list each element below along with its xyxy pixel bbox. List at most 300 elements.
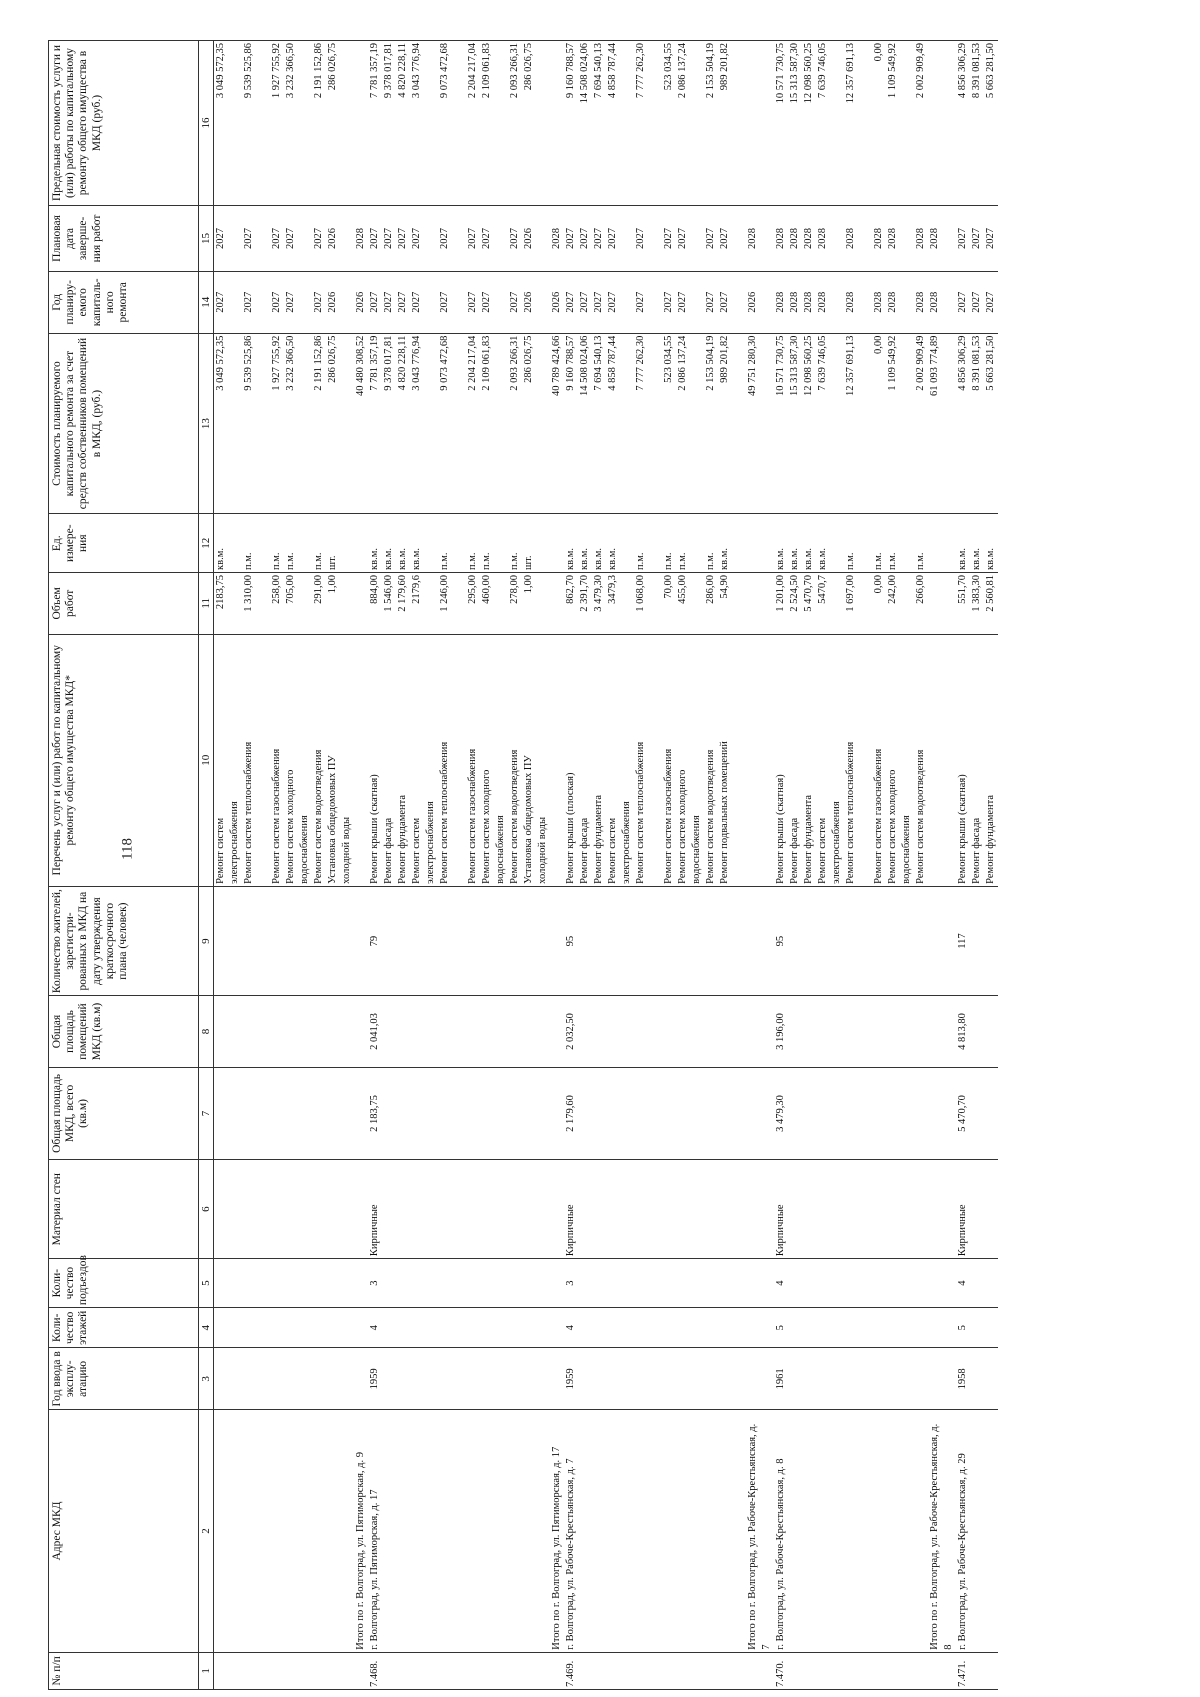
table-cell [522,1655,536,1687]
table-cell [606,1162,620,1256]
table-cell [928,1162,942,1256]
table-cell: Установка общедомовых ПУ [327,755,338,884]
table-cell [662,1162,676,1256]
table-cell: 2 391,70 [579,574,590,612]
table-cell [452,208,466,269]
table-cell [354,637,368,884]
table-cell: 8 391 081,53 [971,335,982,391]
table-cell [858,516,872,570]
table-cell: 2027 [383,227,394,249]
table-cell [788,1070,802,1158]
table-cell [438,998,452,1064]
table-cell [494,575,508,632]
table-cell [256,998,270,1064]
table-cell [410,1261,424,1305]
table-cell: 286,00 [705,574,716,604]
table-cell [228,1412,242,1650]
table-cell: 2027 [411,227,422,249]
table-cell [270,1162,284,1256]
table-cell [410,1070,424,1158]
table-cell: 2028 [873,291,884,313]
column-header-11: Объем работ [49,572,199,634]
table-cell [256,1412,270,1650]
table-cell [326,1162,340,1256]
table-cell [214,1655,228,1687]
table-cell: 286 026,75 [327,43,338,91]
table-cell [970,1162,984,1256]
table-cell [592,889,606,994]
table-cell: Ремонт фундамента [985,795,996,884]
table-cell [340,1310,354,1345]
table-cell: п.м. [243,552,254,570]
table-cell [480,1412,494,1650]
table-cell [732,575,746,632]
table-cell [298,336,312,512]
table-cell [914,1261,928,1305]
table-cell [970,1261,984,1305]
table-cell [648,1070,662,1158]
table-cell [970,1655,984,1687]
table-cell: кв.м. [411,548,422,570]
table-cell: шт. [327,555,338,570]
table-cell [760,1310,774,1345]
table-cell [634,1351,648,1408]
table-cell: кв.м. [607,548,618,570]
table-cell [284,1412,298,1650]
table-cell: кв.м. [971,548,982,570]
table-cell [340,516,354,570]
table-cell: 5 663 281,50 [985,335,996,391]
table-cell: 3 479,30 [775,1095,786,1132]
table-cell [536,575,550,632]
table-cell: Ремонт систем газоснабжения [873,748,884,884]
table-cell [802,1310,816,1345]
table-cell [648,1655,662,1687]
table-cell [718,1310,732,1345]
table-cell [844,1261,858,1305]
table-cell [620,208,634,269]
table-cell [620,1412,634,1650]
table-cell [942,43,956,203]
table-cell [298,889,312,994]
table-cell [732,43,746,203]
table-cell: 2027 [579,291,590,313]
table-cell [340,1070,354,1158]
table-cell: 1 201,00 [775,574,786,612]
table-cell [284,1351,298,1408]
table-cell: 2027 [243,227,254,249]
table-cell [648,637,662,884]
table-cell: 12 357 691,13 [845,335,856,397]
table-cell: 2026 [355,291,366,313]
table-cell [382,998,396,1064]
table-cell: 2028 [817,291,828,313]
table-cell: 4 858 787,44 [607,335,618,391]
table-cell [606,998,620,1064]
table-cell: 2027 [285,227,296,249]
table-cell: 2026 [747,291,758,313]
table-cell [536,889,550,994]
table-cell [312,1261,326,1305]
table-cell [984,889,998,994]
table-cell: 2027 [439,291,450,313]
table-cell: 1 310,00 [243,574,254,612]
table-cell [424,336,438,512]
table-cell: 54,90 [719,574,730,599]
table-cell [424,208,438,269]
table-cell [816,1310,830,1345]
table-cell [788,1412,802,1650]
table-cell [858,208,872,269]
table-cell [676,1162,690,1256]
table-cell [732,889,746,994]
table-cell [732,1351,746,1408]
table-cell [396,1412,410,1650]
table-cell: Ремонт систем [411,817,422,884]
table-cell: 7 [761,1644,772,1650]
table-cell [522,1070,536,1158]
table-cell: Ремонт систем холодного [887,769,898,884]
table-cell [746,43,760,203]
table-cell: Кирпичные [957,1204,968,1257]
table-cell [718,889,732,994]
column-header-2: Адрес МКД [49,1410,199,1653]
column-header-8: Общая площадь помещений МКД (кв.м) [49,996,199,1067]
table-cell [690,998,704,1064]
table-cell: 460,00 [481,574,492,604]
table-cell [942,1351,956,1408]
table-cell [452,1351,466,1408]
table-cell [326,1412,340,1650]
table-cell [340,1412,354,1650]
table-cell [284,889,298,994]
table-cell [396,1261,410,1305]
table-cell [340,336,354,512]
table-cell [760,1162,774,1256]
table-cell [718,1351,732,1408]
table-cell [746,889,760,994]
table-cell [354,1162,368,1256]
column-header-15: Плановая дата заверше-ния работ [49,205,199,271]
table-cell [760,1655,774,1687]
table-cell: 2028 [775,291,786,313]
table-cell [886,1162,900,1256]
table-cell: 2028 [803,291,814,313]
table-cell [844,1070,858,1158]
column-header-12: Ед. измере-ния [49,514,199,573]
table-cell: холодной воды [537,816,548,884]
table-cell [550,1351,564,1408]
table-cell [760,43,774,203]
table-cell: 7.468. [369,1660,380,1687]
table-cell: 286 026,75 [327,335,338,383]
table-cell [690,336,704,512]
table-cell [802,889,816,994]
table-cell [228,575,242,632]
table-cell [746,637,760,884]
table-cell [634,1412,648,1650]
table-cell [340,1162,354,1256]
table-cell [830,208,844,269]
table-cell [326,1655,340,1687]
table-cell [690,274,704,331]
column-13-cells [214,333,999,514]
table-cell: Итого по г. Волгоград, ул. Пятиморская, д. 9 [355,1452,366,1650]
table-cell: 2027 [971,291,982,313]
table-cell [914,1351,928,1408]
table-header [49,41,214,1690]
table-cell: 95 [565,935,576,947]
column-number-15: 15 [199,205,214,271]
table-cell [298,516,312,570]
table-cell [494,1655,508,1687]
table-cell: 3 043 776,94 [411,43,422,99]
table-cell [592,1351,606,1408]
table-cell: Ремонт фасада [971,817,982,884]
table-cell [424,516,438,570]
table-cell [942,208,956,269]
table-cell [242,1351,256,1408]
table-cell [396,1310,410,1345]
table-cell [452,998,466,1064]
table-cell [354,1310,368,1345]
table-cell [466,1310,480,1345]
table-cell: 5 [957,1325,968,1331]
table-cell [284,1070,298,1158]
table-cell [452,1162,466,1256]
table-cell [900,1162,914,1256]
table-cell [494,889,508,994]
table-cell: г. Волгоград, ул. Рабоче-Крестьянская, д. 7 [565,1458,576,1650]
table-cell [788,1310,802,1345]
table-cell [382,1261,396,1305]
table-cell: 12 098 560,25 [803,43,814,104]
table-cell: 2027 [593,291,604,313]
table-cell [452,1261,466,1305]
table-cell [256,889,270,994]
table-cell: 2 524,50 [789,574,800,612]
table-cell [480,1310,494,1345]
table-cell [480,889,494,994]
table-cell: Итого по г. Волгоград, ул. Пятиморская, д. 17 [551,1446,562,1650]
table-cell [984,1351,998,1408]
table-cell [746,1655,760,1687]
table-cell: 286 026,75 [523,43,534,91]
table-cell [634,1310,648,1345]
table-cell [494,336,508,512]
table-cell [942,637,956,884]
table-cell [746,1070,760,1158]
table-cell [788,1261,802,1305]
table-cell [928,1310,942,1345]
table-cell [578,1655,592,1687]
column-header-3: Год ввода в эксплу-атацию [49,1348,199,1410]
table-cell [466,1351,480,1408]
table-cell: 2028 [775,227,786,249]
table-cell: п.м. [271,552,282,570]
table-cell: п.м. [313,552,324,570]
table-cell: 0,00 [873,43,884,62]
table-cell: 2 086 137,24 [677,335,688,391]
table-cell [382,889,396,994]
table-cell [844,1412,858,1650]
table-cell [410,1310,424,1345]
table-cell [704,1412,718,1650]
table-cell [298,43,312,203]
table-cell: 3 232 366,50 [285,335,296,391]
table-cell [340,998,354,1064]
table-cell [970,1070,984,1158]
table-cell [676,1070,690,1158]
table-cell: п.м. [467,552,478,570]
table-cell [438,1310,452,1345]
table-cell [704,1070,718,1158]
table-cell [914,1412,928,1650]
table-cell: 4 820 228,11 [397,43,408,98]
table-cell: 2027 [677,227,688,249]
table-cell: 2027 [509,291,520,313]
table-cell [256,1162,270,1256]
table-cell [914,998,928,1064]
table-cell: 2028 [929,227,940,249]
table-cell: 49 751 280,30 [747,335,758,397]
table-cell: 295,00 [467,574,478,604]
table-cell [578,1310,592,1345]
table-cell [830,998,844,1064]
table-cell: 1959 [369,1368,380,1390]
table-cell: 2028 [551,227,562,249]
table-cell [228,889,242,994]
table-cell: 2 179,60 [397,574,408,612]
table-cell [536,1162,550,1256]
table-cell: 2027 [635,227,646,249]
column-5-cells [214,1259,999,1308]
table-cell [578,1162,592,1256]
table-cell: 2027 [467,291,478,313]
table-cell: 2028 [355,227,366,249]
table-cell: 2027 [271,227,282,249]
table-cell: 2027 [719,291,730,313]
table-cell: 7 639 746,05 [817,43,828,99]
table-cell [858,1070,872,1158]
table-cell: кв.м. [817,548,828,570]
table-cell [648,575,662,632]
table-cell [718,1412,732,1650]
table-cell [228,274,242,331]
table-cell [802,998,816,1064]
table-cell [620,1310,634,1345]
table-cell: Ремонт систем теплоснабжения [635,741,646,884]
table-cell: 3479,3 [607,574,618,604]
table-cell [732,1162,746,1256]
table-cell [578,1351,592,1408]
table-cell [648,998,662,1064]
table-cell: 1 109 549,92 [887,43,898,99]
table-cell [438,1351,452,1408]
table-cell [970,998,984,1064]
column-15-cells [214,205,999,271]
table-cell: 3 043 776,94 [411,335,422,391]
table-cell: водоснабжения [691,815,702,884]
table-cell [732,274,746,331]
table-cell [942,1162,956,1256]
table-cell [298,1310,312,1345]
table-cell [928,637,942,884]
table-cell: 2 002 909,49 [915,43,926,99]
table-cell [746,1162,760,1256]
table-cell: Ремонт систем водоотведения [313,749,324,884]
table-cell [270,1261,284,1305]
table-cell: 2027 [565,227,576,249]
table-cell [900,889,914,994]
table-cell: 4 858 787,44 [607,43,618,99]
table-cell: 862,70 [565,574,576,604]
table-cell: 2027 [369,227,380,249]
table-cell: 2028 [915,227,926,249]
table-cell [354,1351,368,1408]
table-cell: 1961 [775,1368,786,1390]
table-cell [760,1351,774,1408]
table-cell [536,1412,550,1650]
table-cell [760,637,774,884]
table-cell: Ремонт систем теплоснабжения [845,741,856,884]
column-number-14: 14 [199,271,214,333]
table-cell [648,208,662,269]
table-cell [340,1261,354,1305]
table-cell: 2028 [789,227,800,249]
table-cell: 8 391 081,53 [971,43,982,99]
table-cell: Ремонт систем теплоснабжения [439,741,450,884]
table-cell [844,1351,858,1408]
table-cell [298,1070,312,1158]
table-cell: 2 153 504,19 [705,43,716,99]
table-cell [690,889,704,994]
table-cell: Ремонт крыши (скатная) [957,774,968,884]
table-cell: Ремонт крыши (скатная) [369,774,380,884]
table-cell [648,1261,662,1305]
table-cell [858,274,872,331]
table-cell [690,1070,704,1158]
table-cell [872,1162,886,1256]
column-3-cells [214,1348,999,1410]
table-cell [508,1310,522,1345]
table-cell [900,1351,914,1408]
table-cell [438,1070,452,1158]
table-cell [536,1655,550,1687]
table-cell [228,336,242,512]
table-cell [606,1655,620,1687]
table-cell [788,889,802,994]
table-cell [942,1070,956,1158]
table-cell: п.м. [663,552,674,570]
table-cell [494,998,508,1064]
table-cell [970,889,984,994]
table-cell: водоснабжения [299,815,310,884]
table-cell [648,889,662,994]
table-cell: 2027 [663,291,674,313]
table-cell [858,1310,872,1345]
table-cell: 70,00 [663,574,674,599]
table-cell [256,1070,270,1158]
table-cell [816,1261,830,1305]
table-cell [858,1162,872,1256]
table-cell: 5 663 281,50 [985,43,996,99]
table-cell [312,998,326,1064]
table-cell: кв.м. [383,548,394,570]
table-cell [522,1310,536,1345]
table-cell: 2027 [285,291,296,313]
table-cell [858,575,872,632]
